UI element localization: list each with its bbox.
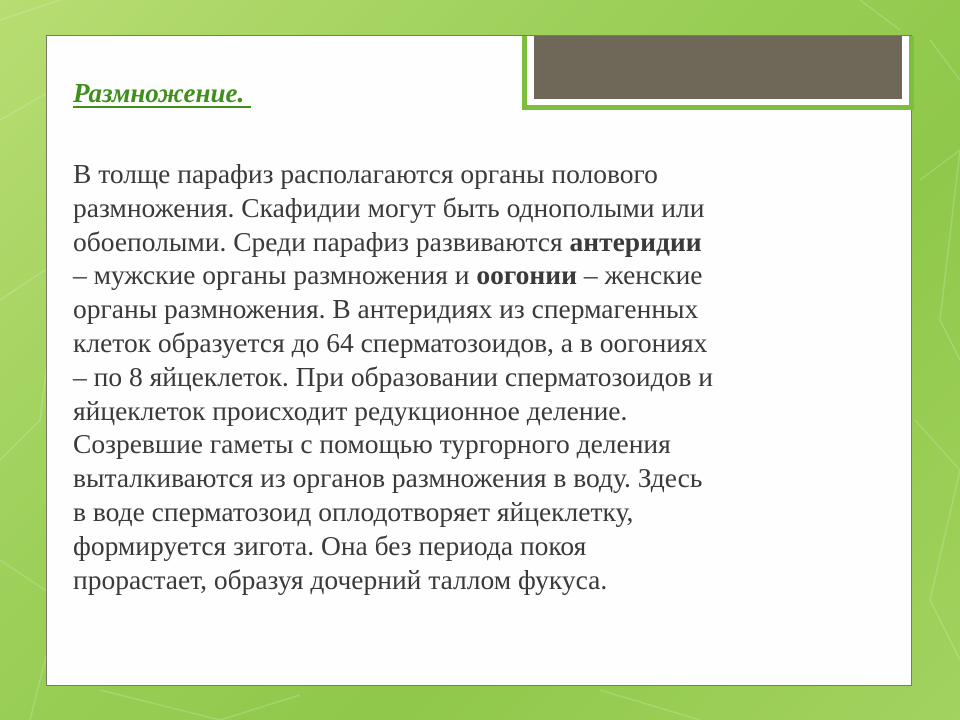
highlighted-term: оогонии [476,259,577,291]
body-line [73,225,903,259]
body-line: прорастает, образуя дочерний таллом фукуса. [73,563,608,595]
body-line: – по 8 яйцеклеток. При образовании сперматозоидов и [73,360,713,392]
body-line-text: обоеполыми. Среди парафиз развиваются [73,225,570,257]
body-line-text: – женские [576,259,703,291]
body-line: клеток образуется до 64 сперматозоидов, а в оогониях [73,326,708,358]
body-line: в воде сперматозоид оплодотворяет яйцеклетку, [73,495,634,527]
body-line-text: – мужские органы размножения и [73,259,477,291]
body-line: В толще парафиз располагаются органы полового [73,158,658,189]
body-line: формируется зигота. Она без периода покоя [73,529,587,561]
body-paragraph [73,157,903,596]
title-placeholder-fill [534,36,902,99]
body-line: Созревшие гаметы с помощью тургорного деления [73,428,671,460]
body-line: органы размножения. В антеридиях из спермагенных [73,293,699,325]
title-placeholder-box [522,36,914,110]
highlighted-term: антеридии [569,225,702,257]
section-heading: Размножение. [73,78,251,108]
body-line: размножения. Скафидии могут быть однополыми или [73,191,705,223]
body-line: выталкиваются из органов размножения в воду. Здесь [73,462,703,494]
body-line: яйцеклеток происходит редукционное деление. [73,394,628,426]
body-line [73,258,903,292]
